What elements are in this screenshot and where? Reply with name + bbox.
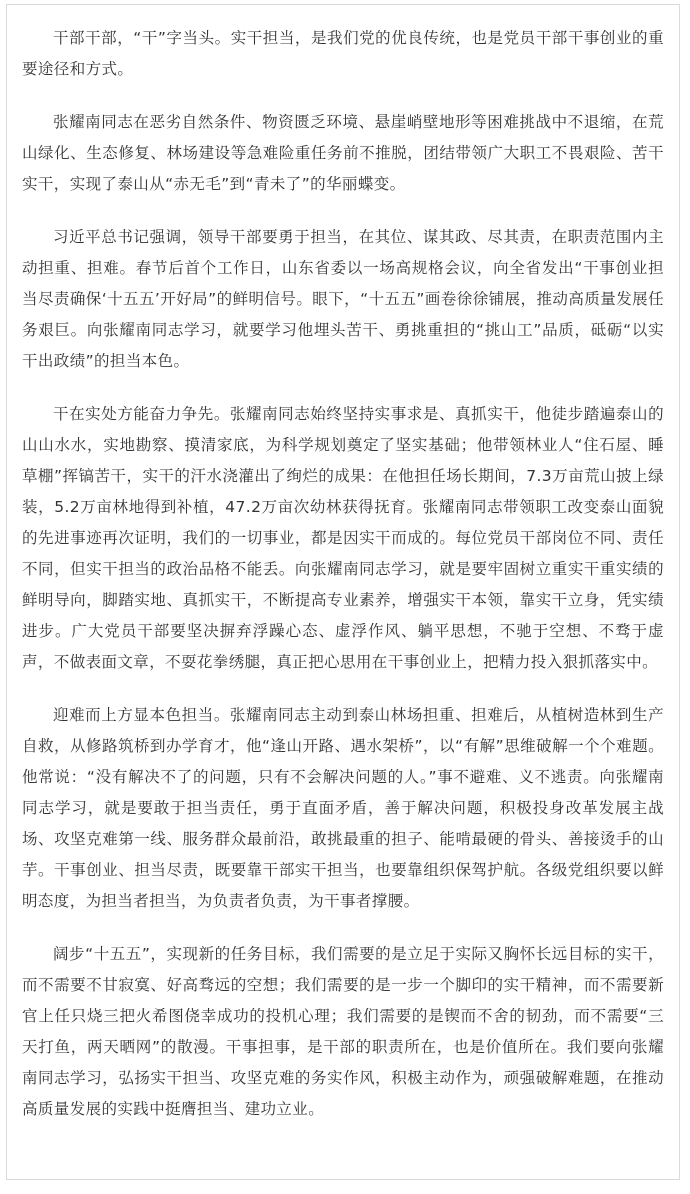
paragraph-4: 干在实处方能奋力争先。张耀南同志始终坚持实事求是、真抓实干，他徒步踏遍泰山的山山水水，实地勘察、摸清家底，为科学规划奠定了坚实基础；他带领林业人“住石屋、睡草棚”挥镐苦干，实干的汗水浇灌出了绚烂的成果：在他担任场长期间，7.3万亩荒山披上绿装，5.2万亩林地得到补植，47.2万亩次幼林获得抚育。张耀南同志带领职工改变泰山面貌的先进事迹再次证明，我们的一切事业，都是因实干而成的。每位党员干部岗位不同、责任不同，但实干担当的政治品格不能丢。向张耀南同志学习，就是要牢固树立重实干重实绩的鲜明导向，脚踏实地、真抓实干，不断提高专业素养，增强实干本领，靠实干立身，凭实绩进步。广大党员干部要坚决摒弃浮躁心态、虚浮作风、躺平思想，不驰于空想、不骛于虚声，不做表面文章，不耍花拳绣腿，真正把心思用在干事创业上，把精力投入狠抓落实中。 [22, 405, 664, 671]
article-body [7, 5, 679, 1135]
paragraph-2: 张耀南同志在恶劣自然条件、物资匮乏环境、悬崖峭壁地形等困难挑战中不退缩，在荒山绿化、生态修复、林场建设等急难险重任务前不推脱，团结带领广大职工不畏艰险、苦干实干，实现了泰山从“赤无毛”到“青未了”的华丽蝶变。 [22, 113, 664, 193]
paragraph-1: 干部干部，“干”字当头。实干担当，是我们党的优良传统，也是党员干部干事创业的重要途径和方式。 [22, 29, 664, 78]
paragraph-3: 习近平总书记强调，领导干部要勇于担当，在其位、谋其政、尽其责，在职责范围内主动担重、担难。春节后首个工作日，山东省委以一场高规格会议，向全省发出“干事创业担当尽责确保‘十五五’开好局”的鲜明信号。眼下，“十五五”画卷徐徐铺展，推动高质量发展任务艰巨。向张耀南同志学习，就要学习他埋头苦干、勇挑重担的“挑山工”品质，砥砺“以实干出政绩”的担当本色。 [22, 228, 664, 370]
paragraph-6: 阔步“十五五”，实现新的任务目标，我们需要的是立足于实际又胸怀长远目标的实干，而不需要不甘寂寞、好高骛远的空想；我们需要的是一步一个脚印的实干精神，而不需要新官上任只烧三把火希图侥幸成功的投机心理；我们需要的是锲而不舍的韧劲，而不需要“三天打鱼，两天晒网”的散漫。干事担事，是干部的职责所在，也是价值所在。我们要向张耀南同志学习，弘扬实干担当、攻坚克难的务实作风，积极主动作为，顽强破解难题，在推动高质量发展的实践中挺膺担当、建功立业。 [22, 945, 664, 1118]
article-frame [6, 4, 680, 1180]
paragraph-5: 迎难而上方显本色担当。张耀南同志主动到泰山林场担重、担难后，从植树造林到生产自救，从修路筑桥到办学育才，他“逢山开路、遇水架桥”，以“有解”思维破解一个个难题。他常说：“没有解决不了的问题，只有不会解决问题的人。”事不避难、义不逃责。向张耀南同志学习，就是要敢于担当责任，勇于直面矛盾，善于解决问题，积极投身改革发展主战场、攻坚克难第一线、服务群众最前沿，敢挑最重的担子、能啃最硬的骨头、善接烫手的山芋。干事创业、担当尽责，既要靠干部实干担当，也要靠组织保驾护航。各级党组织要以鲜明态度，为担当者担当，为负责者负责，为干事者撑腰。 [22, 706, 664, 910]
